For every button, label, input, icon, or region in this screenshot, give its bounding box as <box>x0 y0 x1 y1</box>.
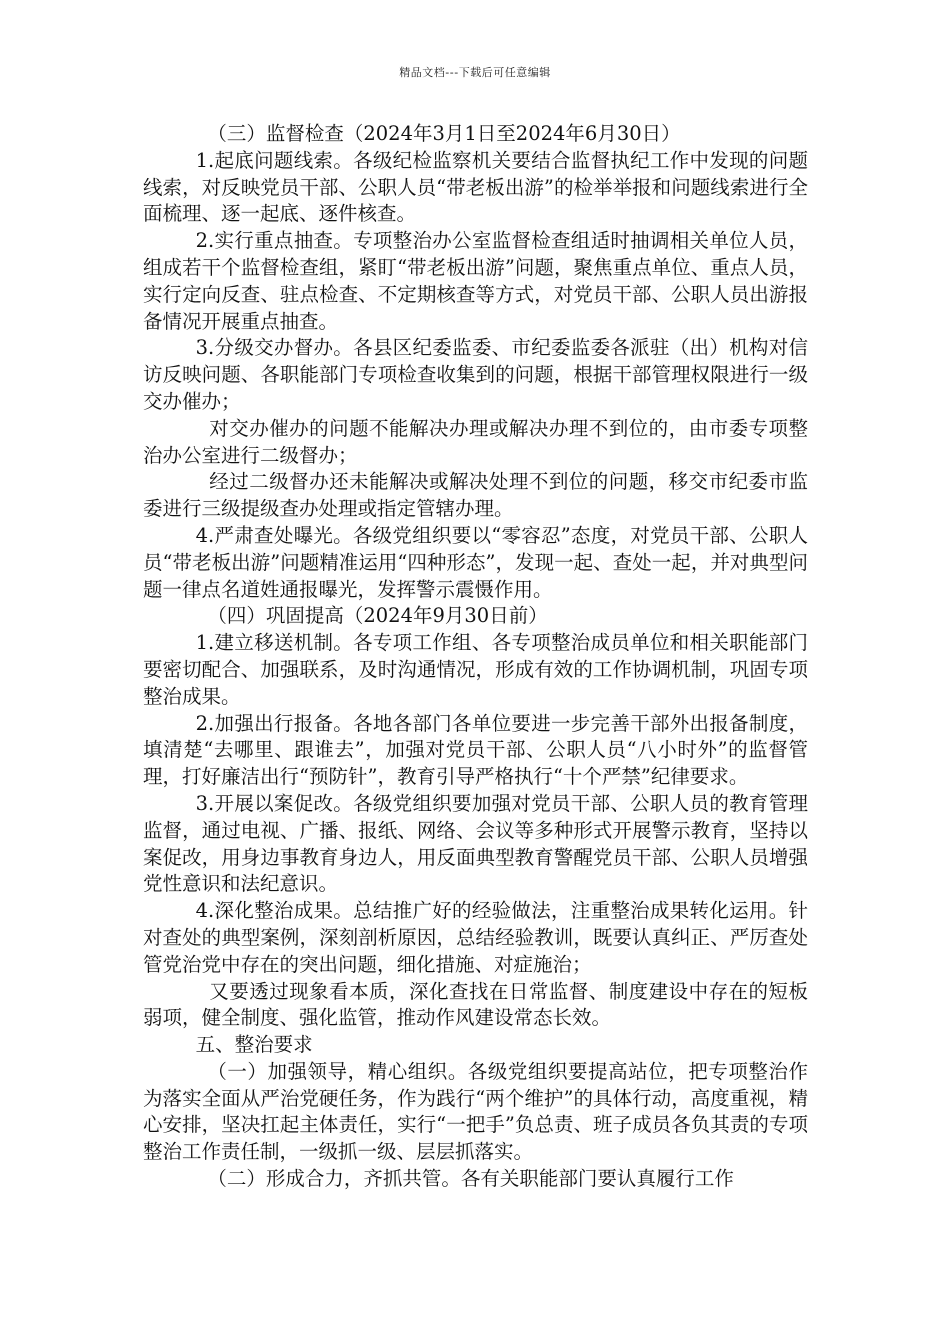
paragraph: 对交办催办的问题不能解决办理或解决办理不到位的，由市委专项整治办公室进行二级督办； <box>143 416 808 467</box>
paragraph: 4.深化整治成果。总结推广好的经验做法，注重整治成果转化运用。针对查处的典型案例，深刻剖析原因，总结经验教训，既要认真纠正、严厉查处管党治党中存在的突出问题，细化措施、对症施治； <box>143 899 808 976</box>
paragraph: （二）形成合力，齐抓共管。各有关职能部门要认真履行工作 <box>207 1167 734 1191</box>
paragraph: 3.分级交办督办。各县区纪委监委、市纪委监委各派驻（出）机构对信访反映问题、各职能部门专项检查收集到的问题，根据干部管理权限进行一级交办催办； <box>143 336 808 413</box>
paragraph: 1.建立移送机制。各专项工作组、各专项整治成员单位和相关职能部门要密切配合、加强联系，及时沟通情况，形成有效的工作协调机制，巩固专项整治成果。 <box>143 631 808 708</box>
page-header-watermark: 精品文档---下载后可任意编辑 <box>399 66 551 79</box>
paragraph: 经过二级督办还未能解决或解决处理不到位的问题，移交市纪委市监委进行三级提级查办处理或指定管辖办理。 <box>143 470 808 521</box>
section-heading-supervision: （三）监督检查（2024年3月1日至2024年6月30日） <box>207 122 681 145</box>
section-heading-consolidate: （四）巩固提高（2024年9月30日前） <box>207 604 548 628</box>
paragraph: （一）加强领导，精心组织。各级党组织要提高站位，把专项整治作为落实全面从严治党硬任务，作为践行“两个维护”的具体行动，高度重视，精心安排，坚决扛起主体责任，实行“一把手”负总责、班子成员各负其责的专项整治工作责任制，一级抓一级、层层抓落实。 <box>143 1059 808 1164</box>
section-heading-requirements: 五、整治要求 <box>195 1033 313 1057</box>
document-body <box>143 121 808 1193</box>
paragraph: 1.起底问题线索。各级纪检监察机关要结合监督执纪工作中发现的问题线索，对反映党员干部、公职人员“带老板出游”的检举举报和问题线索进行全面梳理、逐一起底、逐件核查。 <box>143 148 808 226</box>
paragraph: 2.实行重点抽查。专项整治办公室监督检查组适时抽调相关单位人员，组成若干个监督检查组，紧盯“带老板出游”问题，聚焦重点单位、重点人员，实行定向反查、驻点检查、不定期核查等方式，对党员干部、公职人员出游报备情况开展重点抽查。 <box>143 229 808 333</box>
paragraph: 又要透过现象看本质，深化查找在日常监督、制度建设中存在的短板弱项，健全制度、强化监管，推动作风建设常态长效。 <box>143 979 808 1030</box>
paragraph: 4.严肃查处曝光。各级党组织要以“零容忍”态度，对党员干部、公职人员“带老板出游”问题精准运用“四种形态”，发现一起、查处一起，并对典型问题一律点名道姓通报曝光，发挥警示震慑作用。 <box>143 523 808 601</box>
paragraph: 2.加强出行报备。各地各部门各单位要进一步完善干部外出报备制度，填清楚“去哪里、跟谁去”，加强对党员干部、公职人员“八小时外”的监督管理，打好廉洁出行“预防针”，教育引导严格执行“十个严禁”纪律要求。 <box>143 711 808 789</box>
paragraph: 3.开展以案促改。各级党组织要加强对党员干部、公职人员的教育管理监督，通过电视、广播、报纸、网络、会议等多种形式开展警示教育，坚持以案促改，用身边事教育身边人，用反面典型教育警醒党员干部、公职人员增强党性意识和法纪意识。 <box>143 791 808 896</box>
